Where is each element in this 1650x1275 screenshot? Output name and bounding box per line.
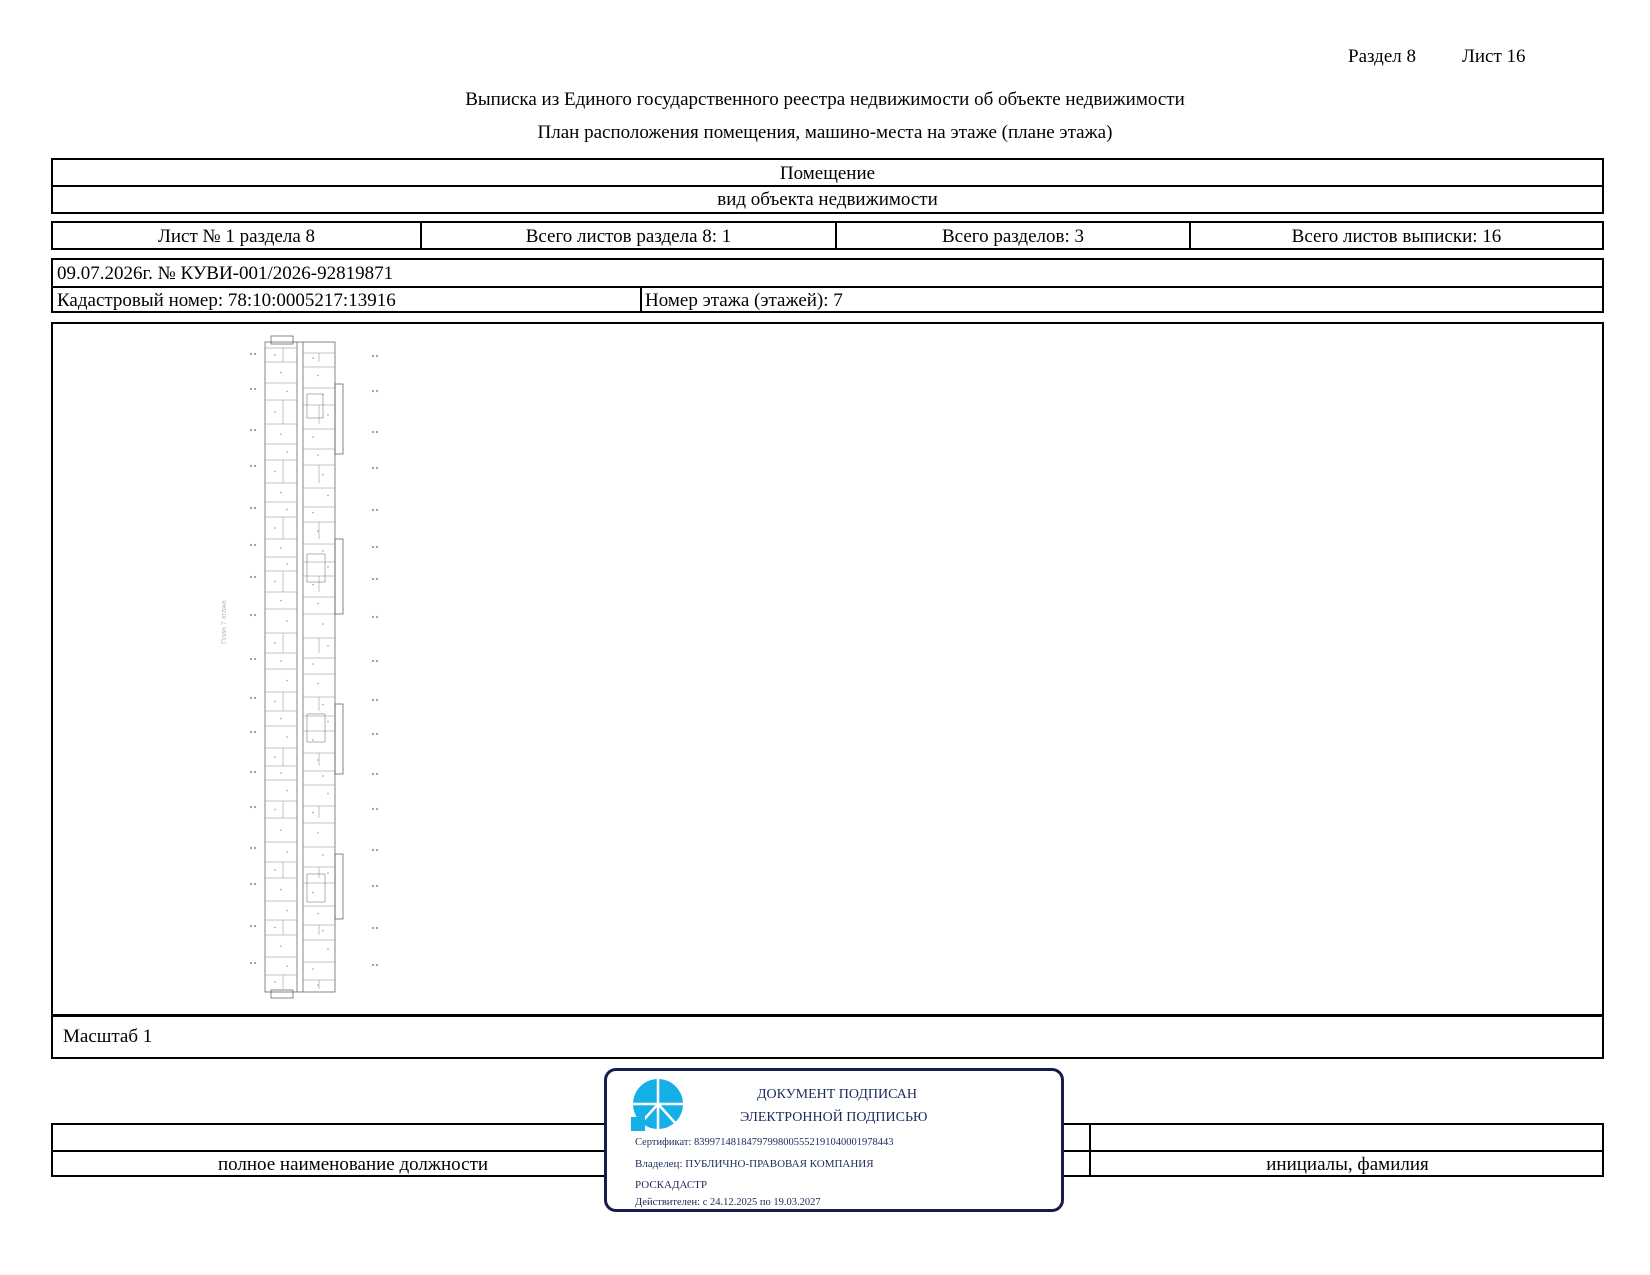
- stamp-owner-org: РОСКАДАСТР: [635, 1179, 708, 1191]
- section-label: Раздел 8: [1348, 46, 1416, 67]
- scale-row: [51, 1015, 1604, 1059]
- electronic-signature-stamp: [604, 1068, 1064, 1212]
- stamp-owner: Владелец: ПУБЛИЧНО-ПРАВОВАЯ КОМПАНИЯ: [635, 1158, 874, 1170]
- object-type-value: Помещение: [779, 163, 876, 184]
- plan-side-label: План 7 этажа: [221, 600, 228, 644]
- total-extract-sheets-cell: Всего листов выписки: 16: [1291, 226, 1502, 247]
- object-type-caption: вид объекта недвижимости: [717, 189, 938, 210]
- rosreestr-emblem-icon: [631, 1077, 685, 1131]
- stamp-validity: Действителен: с 24.12.2025 по 19.03.2027: [635, 1197, 821, 1208]
- floor-plan-area: [51, 322, 1604, 1016]
- position-caption: полное наименование должности: [217, 1154, 489, 1175]
- floor-number: Номер этажа (этажей): 7: [645, 290, 843, 311]
- stamp-line2: ЭЛЕКТРОННОЙ ПОДПИСЬЮ: [740, 1110, 928, 1125]
- scale-label: Масштаб 1: [63, 1026, 153, 1047]
- name-caption: инициалы, фамилия: [1266, 1154, 1429, 1175]
- object-type-box: [51, 158, 1604, 214]
- floor-plan-drawing: [223, 334, 403, 1004]
- stamp-line1: ДОКУМЕНТ ПОДПИСАН: [757, 1087, 917, 1102]
- sheet-info-row: [51, 221, 1604, 250]
- sheet-number-cell: Лист № 1 раздела 8: [157, 226, 316, 247]
- record-box: [51, 258, 1604, 313]
- stamp-certificate: Сертификат: 839971481847979980055521910400019784​43: [635, 1137, 894, 1148]
- extract-date-number: 09.07.2026г. № КУВИ-001/2026-92819871: [57, 263, 394, 284]
- total-sections-cell: Всего разделов: 3: [941, 226, 1085, 247]
- total-section-sheets-cell: Всего листов раздела 8: 1: [525, 226, 732, 247]
- document-title: Выписка из Единого государственного реестра недвижимости об объекте недвижимости: [465, 89, 1185, 110]
- document-subtitle: План расположения помещения, машино-места на этаже (плане этажа): [537, 122, 1113, 143]
- divider: [640, 288, 642, 311]
- sheet-label: Лист 16: [1462, 46, 1526, 67]
- cadastral-number: Кадастровый номер: 78:10:0005217:13916: [57, 290, 396, 311]
